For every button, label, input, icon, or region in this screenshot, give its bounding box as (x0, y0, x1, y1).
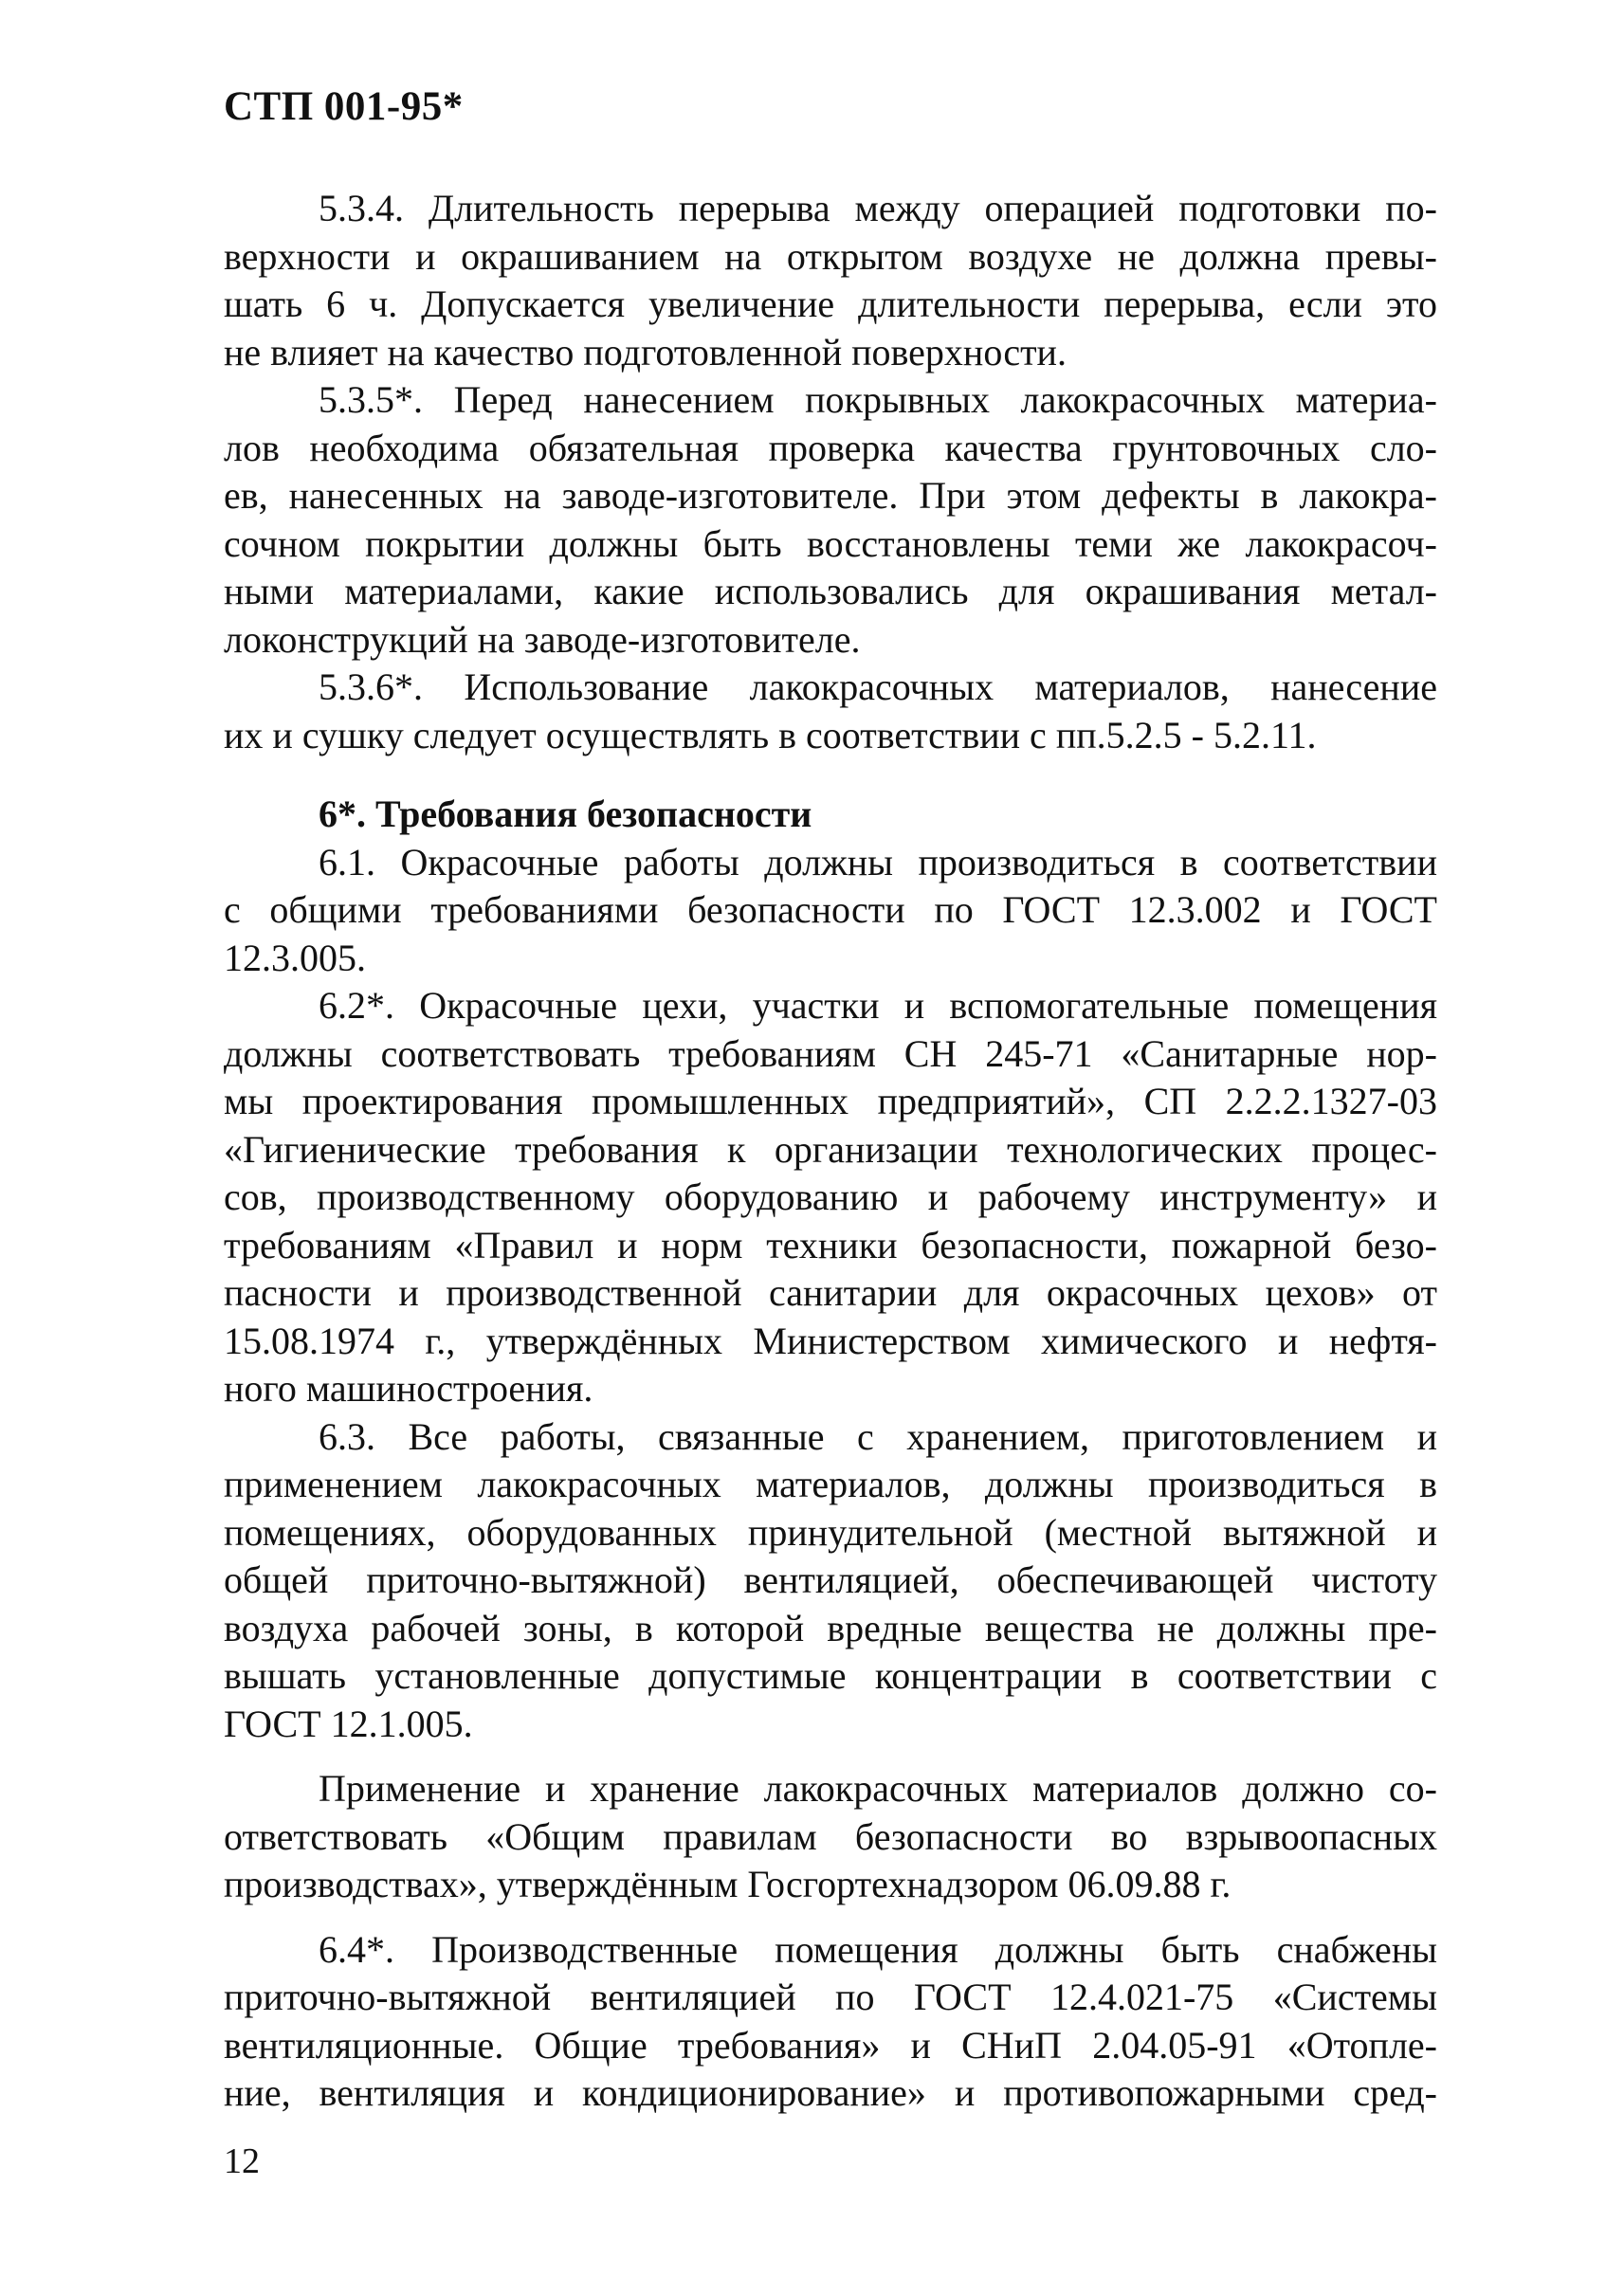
text-line: 6.3. Все работы, связанные с хранением, приготовлением и (319, 1414, 1437, 1458)
text-line: приточно-вытяжной вентиляцией по ГОСТ 12.4.021-75 «Системы (224, 1976, 1437, 2018)
document-code-header: СТП 001-95* (224, 84, 464, 129)
text-line: Применение и хранение лакокрасочных материалов должно со- (319, 1767, 1437, 1810)
text-line: локонструкций на заводе-изготовителе. (224, 617, 861, 661)
text-line: 5.3.6*. Использование лакокрасочных материалов, нанесение (319, 665, 1437, 708)
text-line: 6.4*. Производственные помещения должны быть снабжены (319, 1927, 1437, 1971)
text-line: 6.2*. Окрасочные цехи, участки и вспомогательные помещения (319, 984, 1437, 1027)
text-line: сочном покрытии должны быть восстановлены теми же лакокрасоч- (224, 521, 1437, 565)
paragraph-6-4 (224, 1926, 1437, 2118)
text-line: ответствовать «Общим правилам безопасности во взрывоопасных (224, 1814, 1437, 1858)
text-line: «Гигиенические требования к организации технологических процес- (224, 1127, 1437, 1171)
text-line: 5.3.5*. Перед нанесением покрывных лакокрасочных материа- (319, 378, 1437, 421)
text-line: 5.3.4. Длительность перерыва между операцией подготовки по- (319, 187, 1437, 229)
page-number: 12 (224, 2141, 260, 2181)
paragraph-5-3-6 (224, 664, 1437, 759)
text-line: ев, нанесенных на заводе-изготовителе. При этом дефекты в лакокра- (224, 474, 1437, 517)
paragraph-5-3-4 (224, 185, 1437, 376)
text-line: должны соответствовать требованиям СН 245-71 «Санитарные нор- (224, 1031, 1437, 1075)
text-line: 15.08.1974 г., утверждённых Министерством химического и нефтя- (224, 1319, 1437, 1362)
text-line: пасности и производственной санитарии для окрасочных цехов» от (224, 1271, 1437, 1314)
text-line: ными материалами, какие использовались для окрашивания метал- (224, 570, 1437, 612)
text-line: воздуха рабочей зоны, в которой вредные вещества не должны пре- (224, 1606, 1437, 1649)
text-line: производствах», утверждённым Госгортехнадзором 06.09.88 г. (224, 1863, 1232, 1905)
text-line: ние, вентиляция и кондиционирование» и противопожарными сред- (224, 2071, 1437, 2114)
text-line: с общими требованиями безопасности по ГОСТ 12.3.002 и ГОСТ (224, 888, 1437, 931)
text-line: 12.3.005. (224, 936, 366, 979)
paragraph-spacer (224, 1909, 1437, 1926)
paragraph-spacer (224, 1748, 1437, 1765)
text-line: их и сушку следует осуществлять в соответствии с пп.5.2.5 - 5.2.11. (224, 713, 1317, 756)
paragraph-6-2 (224, 982, 1437, 1413)
text-line: помещениях, оборудованных принудительной (местной вытяжной и (224, 1510, 1437, 1554)
section-6-heading: 6*. Требования безопасности (319, 792, 812, 835)
paragraph-6-3 (224, 1413, 1437, 1749)
text-line: сов, производственному оборудованию и рабочему инструменту» и (224, 1175, 1437, 1218)
paragraph-6-3-continued (224, 1765, 1437, 1909)
text-line: вышать установленные допустимые концентрации в соответствии с (224, 1654, 1437, 1697)
text-line: требованиям «Правил и норм техники безопасности, пожарной безо- (224, 1223, 1437, 1266)
text-line: ГОСТ 12.1.005. (224, 1702, 473, 1745)
text-line: вентиляционные. Общие требования» и СНиП 2.04.05-91 «Отопле- (224, 2023, 1437, 2067)
text-line: верхности и окрашиванием на открытом воздухе не должна превы- (224, 234, 1437, 278)
document-body (224, 185, 1437, 2118)
text-line: 6.1. Окрасочные работы должны производиться в соответствии (319, 840, 1437, 883)
paragraph-5-3-5 (224, 376, 1437, 664)
text-line: мы проектирования промышленных предприятий», СП 2.2.2.1327-03 (224, 1080, 1437, 1122)
text-line: общей приточно-вытяжной) вентиляцией, обеспечивающей чистоту (224, 1558, 1437, 1601)
text-line: шать 6 ч. Допускается увеличение длительности перерыва, если это (224, 282, 1437, 325)
text-line: не влияет на качество подготовленной поверхности. (224, 330, 1067, 373)
paragraph-6-1 (224, 839, 1437, 983)
text-line: применением лакокрасочных материалов, должны производиться в (224, 1463, 1437, 1505)
text-line: лов необходима обязательная проверка качества грунтовочных сло- (224, 426, 1437, 469)
text-line: ного машиностроения. (224, 1367, 593, 1410)
